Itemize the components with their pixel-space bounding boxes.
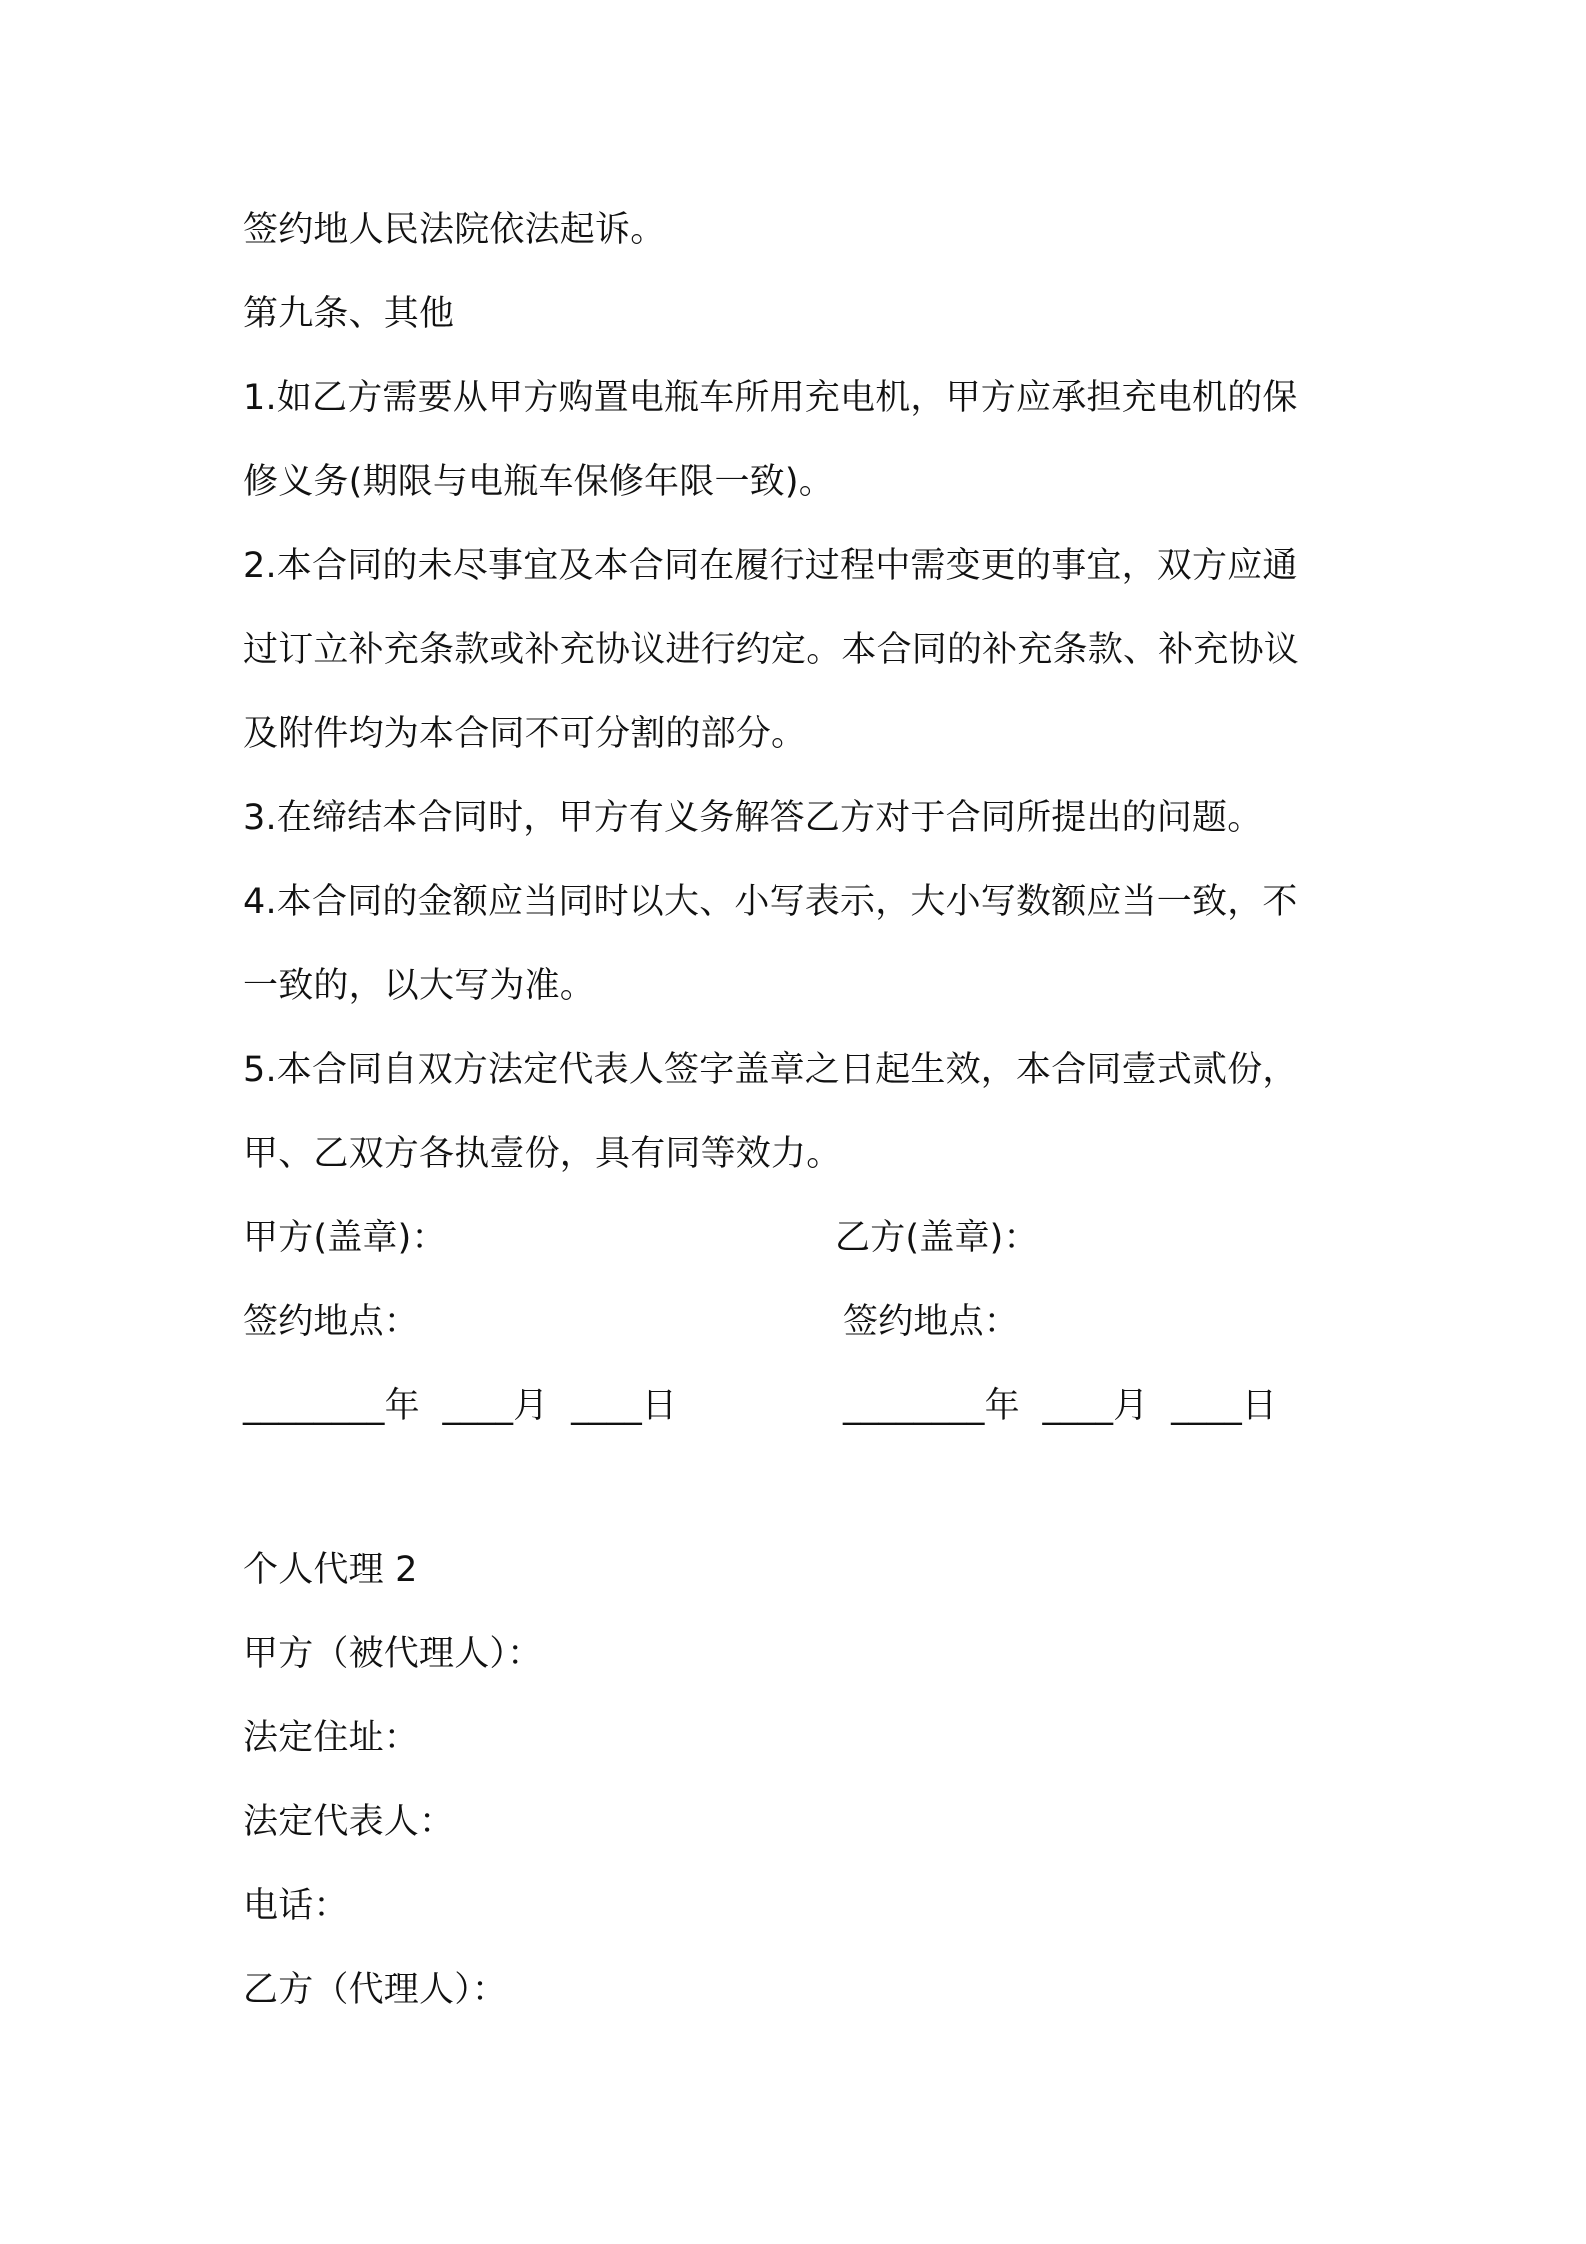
clause-5-line-2: 甲、乙双方各执壹份，具有同等效力。 <box>243 1134 842 1174</box>
clause-1-line-2: 修义务(期限与电瓶车保修年限一致)。 <box>243 462 834 502</box>
party-a-place-label: 签约地点： <box>243 1302 420 1342</box>
clause-5-line-1: 5.本合同自双方法定代表人签字盖章之日起生效，本合同壹式贰份， <box>243 1050 1298 1090</box>
clause-1-line-1: 1.如乙方需要从甲方购置电瓶车所用充电机，甲方应承担充电机的保 <box>243 378 1298 418</box>
clause-4-line-2: 一致的，以大写为准。 <box>243 966 596 1006</box>
agent-label: 乙方（代理人）： <box>243 1970 508 2010</box>
party-b-date-field: ________年 ____月 ____日 <box>843 1386 1278 1426</box>
clause-4-line-1: 4.本合同的金额应当同时以大、小写表示，大小写数额应当一致，不 <box>243 882 1298 922</box>
clause-2-line-1: 2.本合同的未尽事宜及本合同在履行过程中需变更的事宜，双方应通 <box>243 546 1298 586</box>
address-label: 法定住址： <box>243 1718 420 1758</box>
clause-2-line-3: 及附件均为本合同不可分割的部分。 <box>243 714 807 754</box>
party-a-date-field: ________年 ____月 ____日 <box>243 1386 678 1426</box>
legal-rep-label: 法定代表人： <box>243 1802 455 1842</box>
section-title: 个人代理 2 <box>243 1550 418 1590</box>
phone-label: 电话： <box>243 1886 349 1926</box>
article-heading: 第九条、其他 <box>243 294 455 334</box>
party-a-seal-label: 甲方(盖章)： <box>243 1218 447 1258</box>
clause-2-line-2: 过订立补充条款或补充协议进行约定。本合同的补充条款、补充协议 <box>243 630 1300 670</box>
party-b-seal-label: 乙方(盖章)： <box>835 1218 1039 1258</box>
paragraph-line-1: 签约地人民法院依法起诉。 <box>243 210 666 250</box>
clause-3-line-1: 3.在缔结本合同时，甲方有义务解答乙方对于合同所提出的问题。 <box>243 798 1263 838</box>
party-b-place-label: 签约地点： <box>843 1302 1020 1342</box>
principal-label: 甲方（被代理人）： <box>243 1634 543 1674</box>
